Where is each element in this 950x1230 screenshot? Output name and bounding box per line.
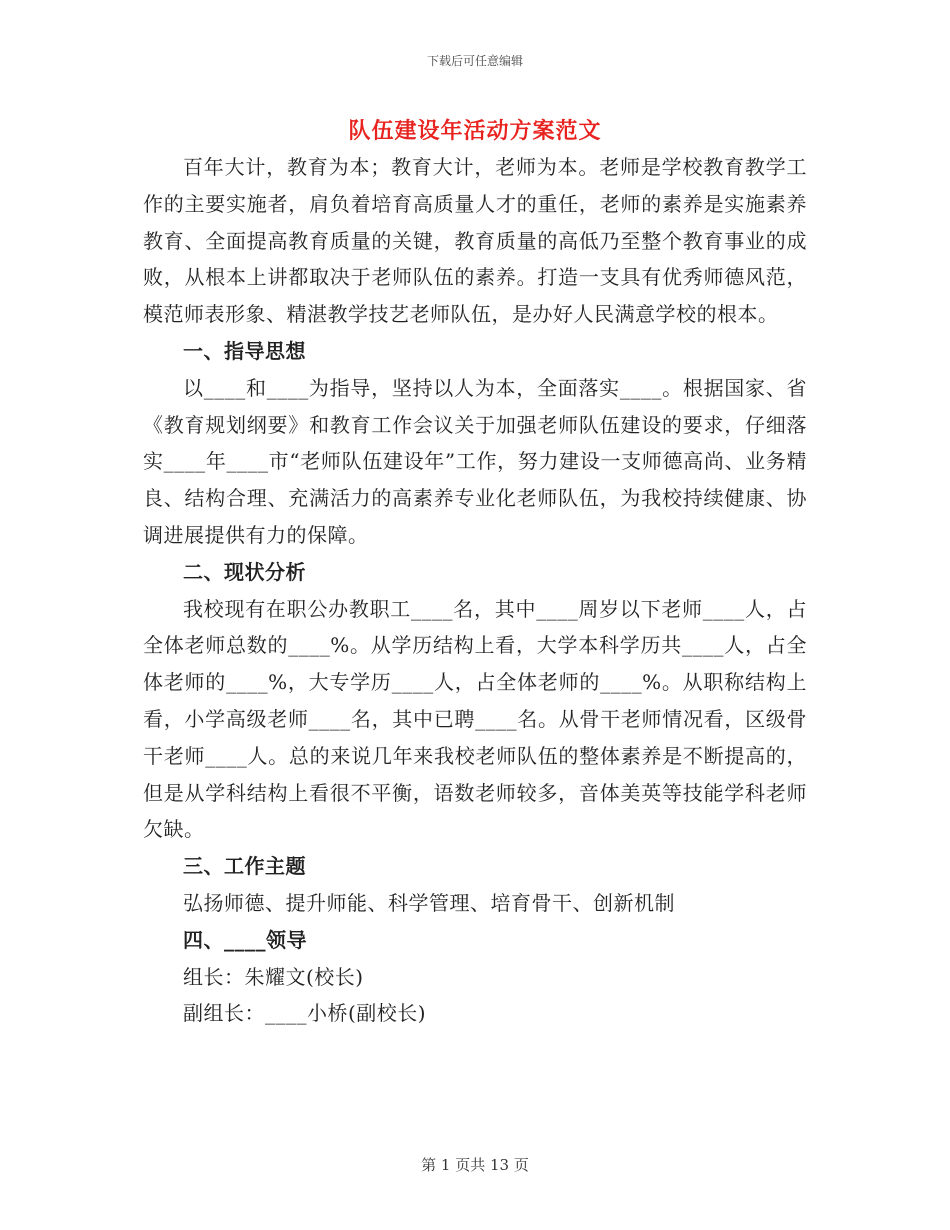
section-heading-guiding-ideology: 一、指导思想 xyxy=(183,338,306,363)
section-paragraph-status-analysis: 我校现有在职公办教职工____名，其中____周岁以下老师____人，占全体老师总数的____%。从学历结构上看，大学本科学历共____人，占全体老师的____%，大专学历____人，占全体老师的____%。从职称结构上看，小学高级老师____名，其中已聘____名。从骨干老师情况看，区级骨干老师____人。总的来说几年来我校老师队伍的整体素养是不断提高的，但是从学科结构上看很不平衡，语数老师较多，音体美英等技能学科老师欠缺。 xyxy=(143,596,807,842)
section-paragraph-guiding-ideology: 以____和____为指导，坚持以人为本，全面落实____。根据国家、省《教育规划纲要》和教育工作会议关于加强老师队伍建设的要求，仔细落实____年____市“老师队伍建设年”工作，努力建设一支师德高尚、业务精良、结构合理、充满活力的高素养专业化老师队伍，为我校持续健康、协调进展提供有力的保障。 xyxy=(143,375,807,547)
section-heading-leadership: 四、____领导 xyxy=(183,927,307,952)
section-paragraph-work-theme: 弘扬师德、提升师能、科学管理、培育骨干、创新机制 xyxy=(183,890,675,915)
header-note: 下载后可任意编辑 xyxy=(426,54,523,68)
document-body xyxy=(143,149,807,1032)
deputy-leader-line: 副组长：____小桥(副校长) xyxy=(183,1001,427,1026)
section-heading-status-analysis: 二、现状分析 xyxy=(183,559,306,584)
intro-paragraph: 百年大计，教育为本；教育大计，老师为本。老师是学校教育教学工作的主要实施者，肩负着培育高质量人才的重任，老师的素养是实施素养教育、全面提高教育质量的关键，教育质量的高低乃至整个教育事业的成败，从根本上讲都取决于老师队伍的素养。打造一支具有优秀师德风范，模范师表形象、精湛教学技艺老师队伍，是办好人民满意学校的根本。 xyxy=(143,155,807,327)
page-number: 第 1 页共 13 页 xyxy=(421,1156,529,1174)
leader-line: 组长：朱耀文(校长) xyxy=(183,964,364,989)
section-heading-work-theme: 三、工作主题 xyxy=(183,854,306,879)
document-title: 队伍建设年活动方案范文 xyxy=(348,118,602,144)
